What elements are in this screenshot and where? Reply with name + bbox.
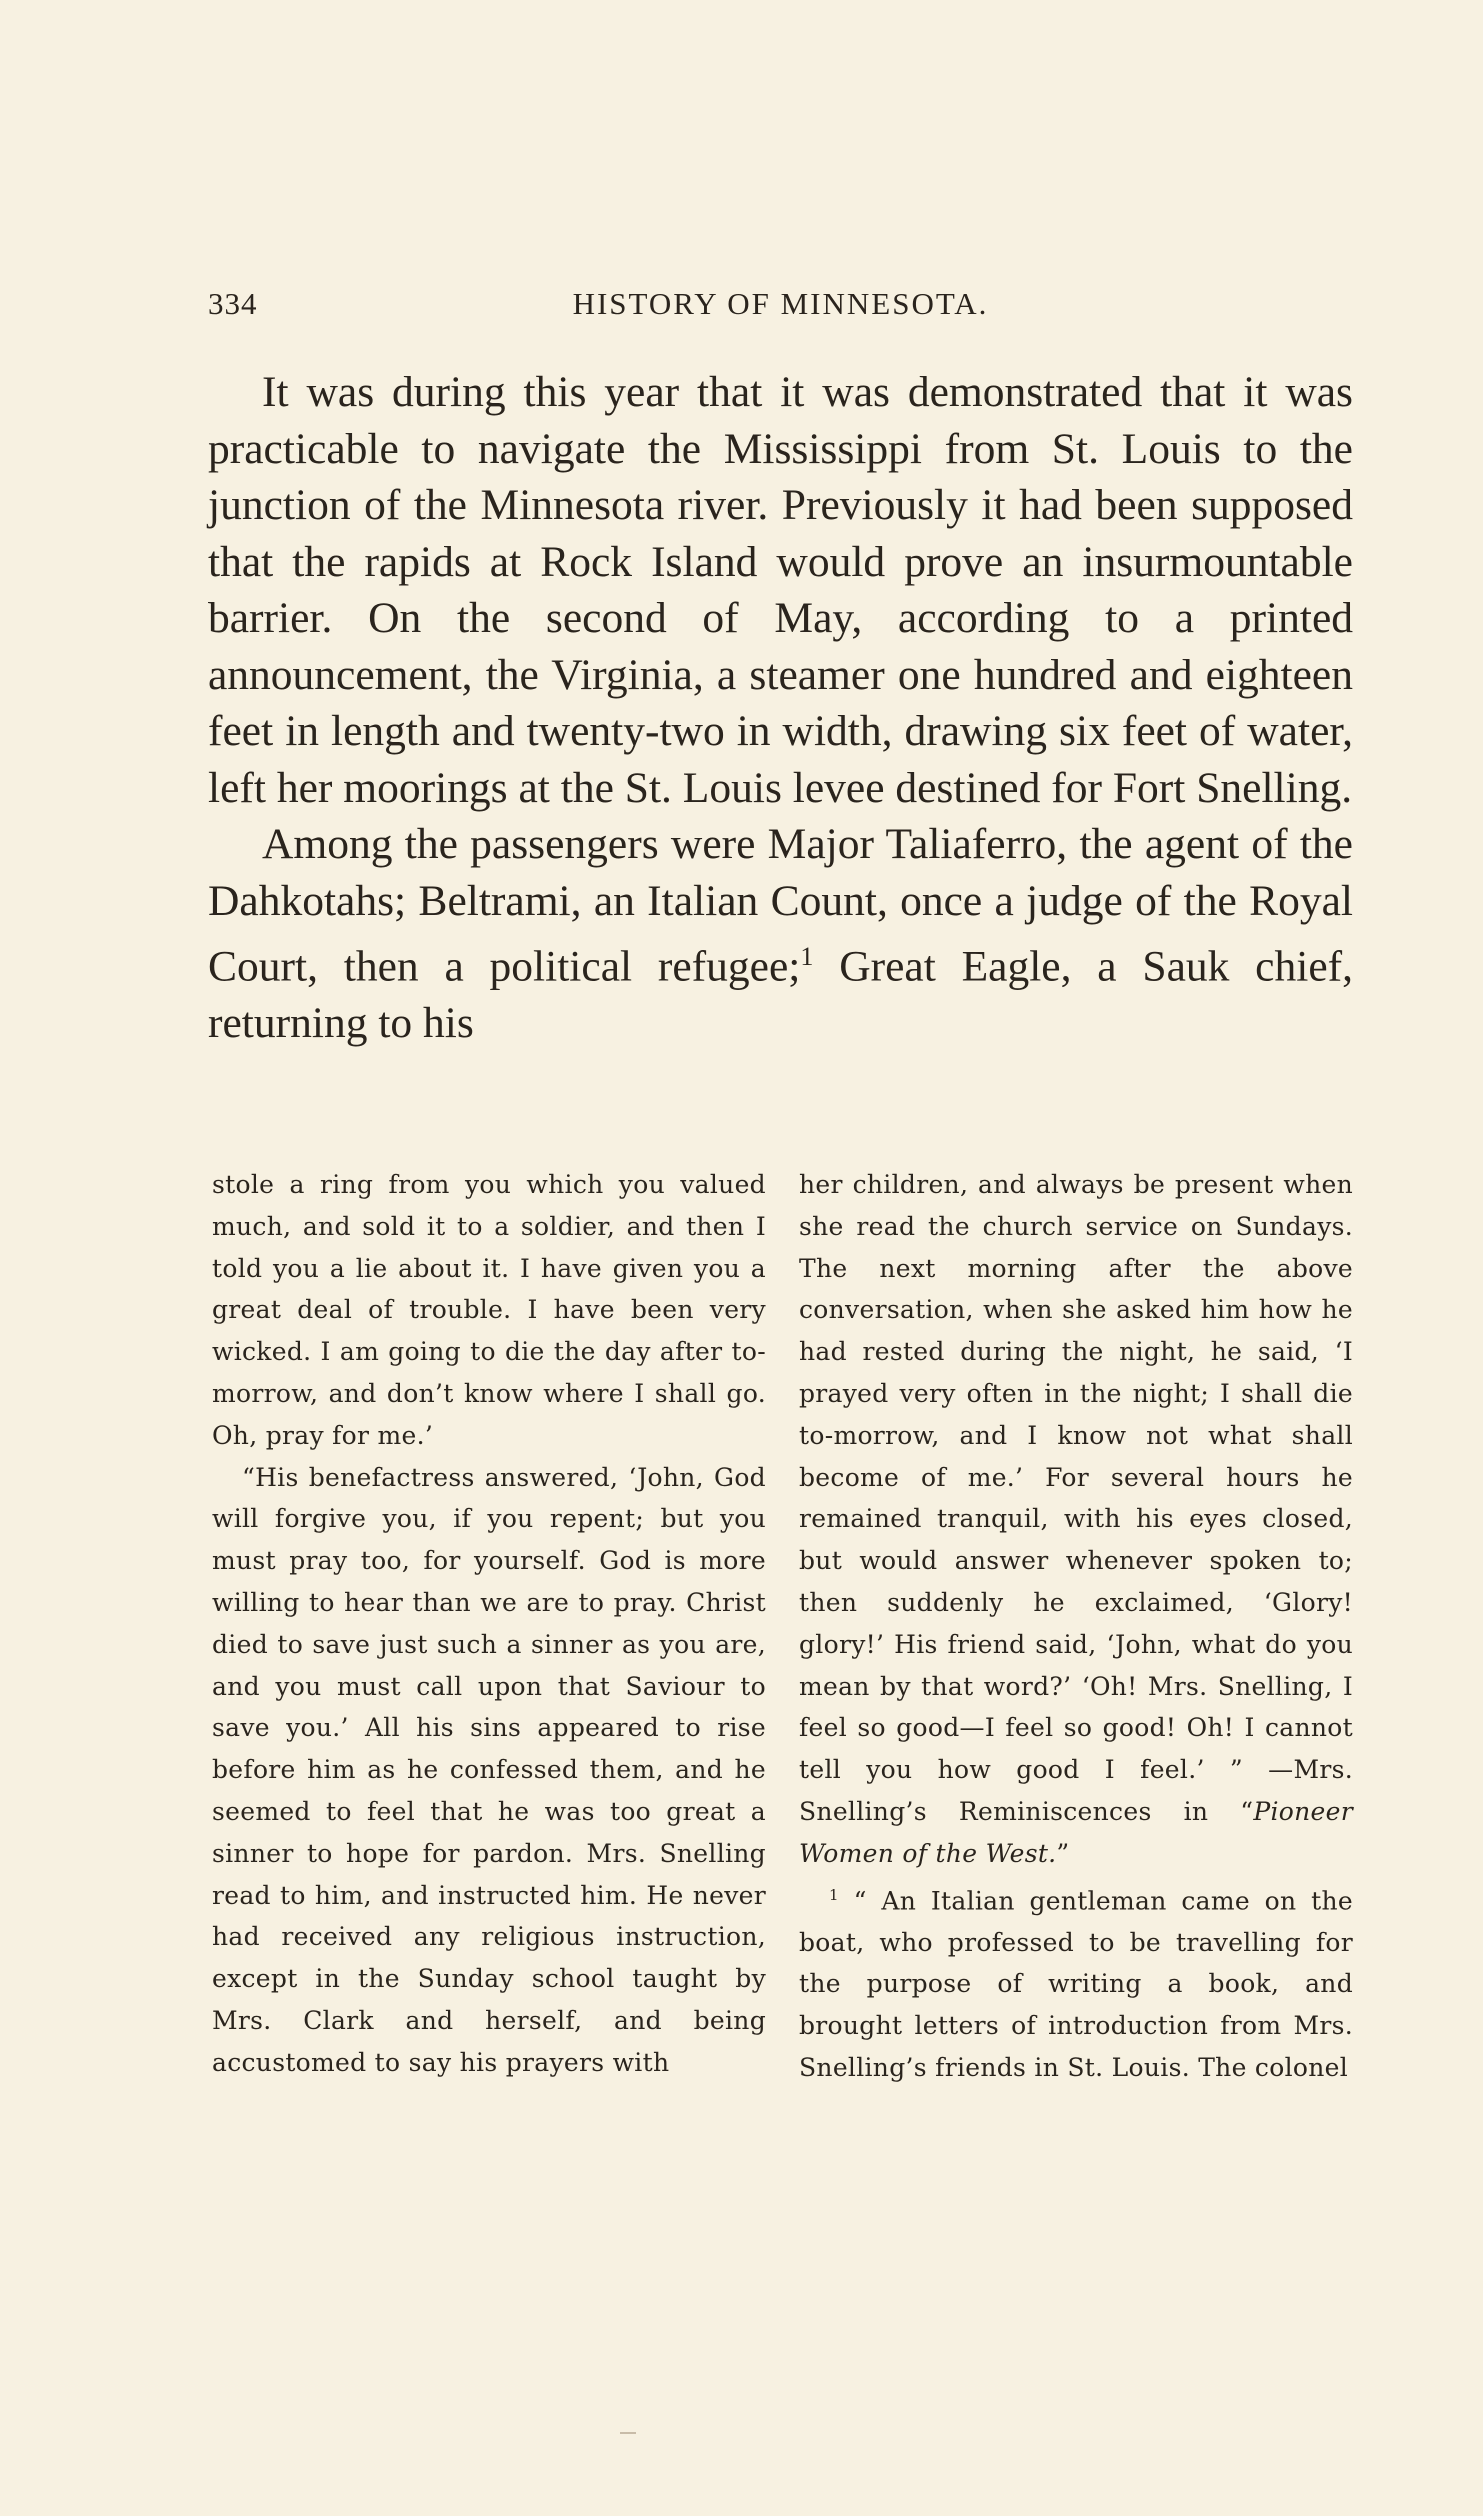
footnote-right-paragraph-2	[799, 1875, 1353, 2089]
running-head	[208, 286, 1353, 330]
footnote-right-citation: Pioneer Women of the West.	[799, 1796, 1353, 1868]
main-paragraph-1: It was during this year that it was demonstrated that it was practicable to navigate the Mississippi from St. Louis to the junction of the Minnesota river. Previously it had been supposed that the rapids at Rock Island would prove an insurmountable barrier. On the second of May, according to a printed announcement, the Virginia, a steamer one hundred and eighteen feet in length and twenty-two in width, drawing six feet of water, left her moorings at the St. Louis levee destined for Fort Snelling.	[208, 368, 1353, 812]
main-paragraph-2-continuation: Great Eagle, a Sauk chief, returning to his	[208, 942, 1353, 1047]
main-text	[208, 364, 1353, 1052]
footnote-marker: 1	[800, 942, 814, 971]
main-paragraph-2-text: Among the passengers were Major Taliaferro, the agent of the Dahkotahs; Beltrami, an Italian Count, once a judge of the Royal Court, then a political refugee;	[208, 820, 1353, 991]
main-paragraph-2	[208, 816, 1353, 1052]
footnote-number: 1	[829, 1885, 839, 1904]
footnote-right-paragraph-2-text: “ An Italian gentleman came on the boat, who professed to be travelling for the purpose of writing a book, and brought letters of introduction from Mrs. Snelling’s friends in St. Louis. The colonel	[799, 1885, 1353, 2083]
footnote-left-paragraph-1: stole a ring from you which you valued much, and sold it to a soldier, and then I told you a lie about it. I have given you a great deal of trouble. I have been very wicked. I am going to die the day after to-morrow, and don’t know where I shall go. Oh, pray for me.’	[212, 1170, 766, 1450]
footnote-right-paragraph-1	[799, 1164, 1353, 1875]
paper-mark	[620, 2432, 636, 2434]
footnote-left-paragraph-2: “His benefactress answered, ‘John, God will forgive you, if you repent; but you must pray too, for yourself. God is more willing to hear than we are to pray. Christ died to save just such a sinner as you are, and you must call upon that Saviour to save you.’ All his sins appeared to rise before him as he confessed them, and he seemed to feel that he was too great a sinner to hope for pardon. Mrs. Snelling read to him, and instructed him. He never had received any religious instruction, except in the Sunday school taught by Mrs. Clark and herself, and being accustomed to say his prayers with	[212, 1462, 766, 2077]
page-number: 334	[208, 286, 258, 321]
running-title: HISTORY OF MINNESOTA.	[572, 286, 989, 321]
footnote-column-right	[799, 1164, 1353, 2089]
footnote-column-left	[212, 1164, 766, 2089]
footnote-right-citation-end: ”	[1056, 1838, 1070, 1868]
footnotes	[212, 1164, 1353, 2089]
footnote-right-text: her children, and always be present when she read the church service on Sundays. The next morning after the above conversation, when she asked him how he had rested during the night, he said, ‘I prayed very often in the night; I shall die to-morrow, and I know not what shall become of me.’ For several hours he remained tranquil, with his eyes closed, but would answer whenever spoken to; then suddenly he exclaimed, ‘Glory! glory!’ His friend said, ‘John, what do you mean by that word?’ ‘Oh! Mrs. Snelling, I feel so good—I feel so good! Oh! I cannot tell you how good I feel.’ ” —Mrs. Snelling’s Reminiscences in “	[799, 1170, 1353, 1826]
